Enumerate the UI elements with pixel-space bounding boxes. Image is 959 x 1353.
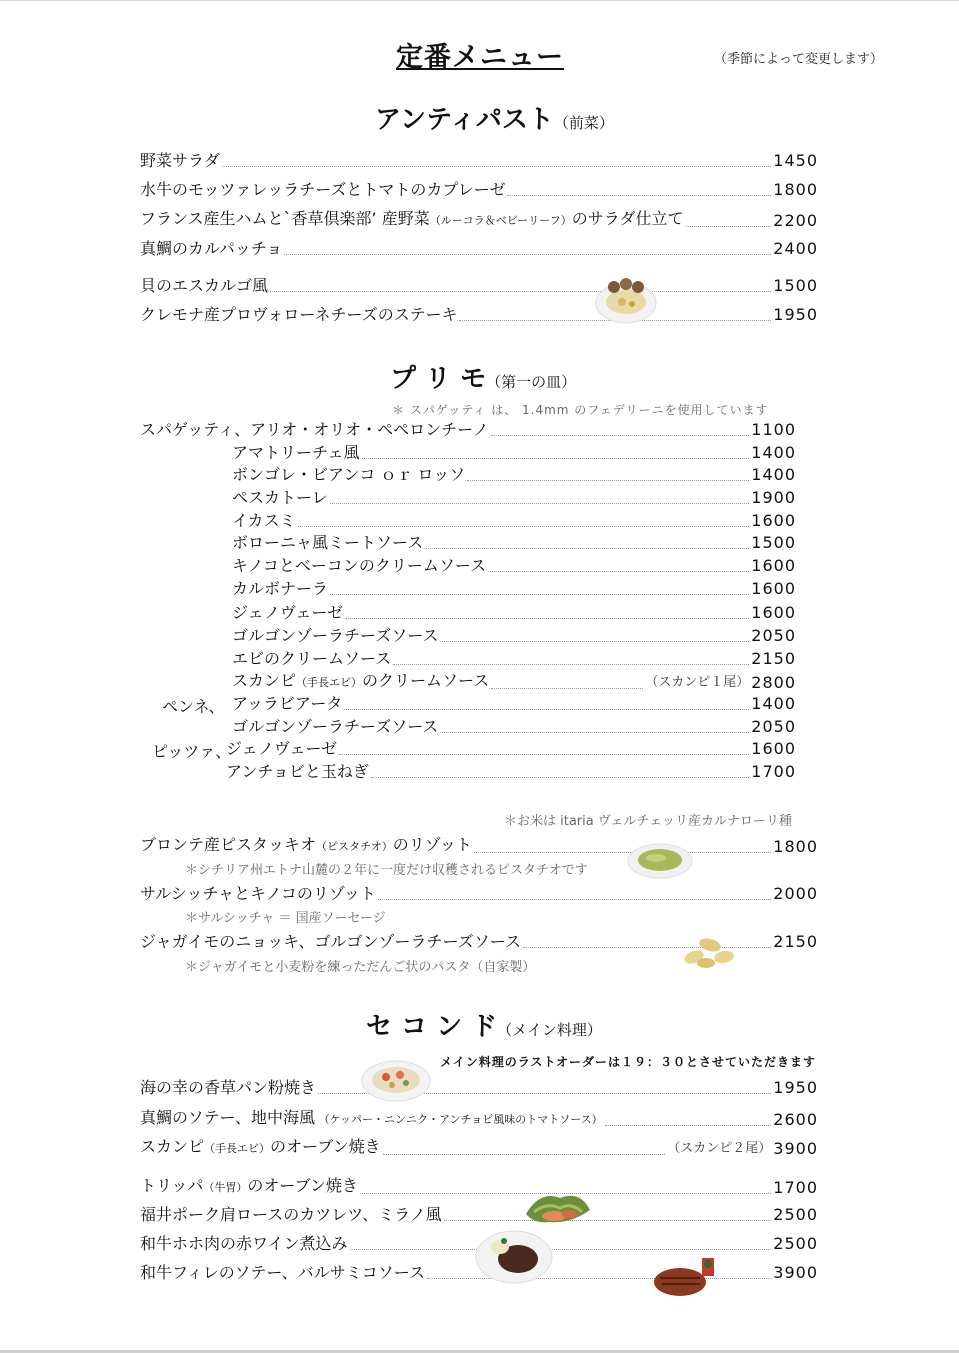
leader-dots (270, 291, 771, 292)
spaghetti-note: ＊ スパゲッティ は、 1.4mm のフェデリーニを使用しています (392, 403, 769, 417)
antipasti-title: アンティパスト (375, 105, 554, 135)
item-price: 1950 (773, 305, 818, 324)
menu-item (140, 1176, 818, 1198)
menu-item (232, 443, 796, 463)
item-name: キノコとベーコンのクリームソース (232, 556, 487, 575)
menu-item (232, 717, 796, 737)
item-price: 3900 (773, 1263, 818, 1282)
item-name: カルボナーラ (232, 579, 329, 598)
item-name: 和牛ホホ肉の赤ワイン煮込み (140, 1234, 348, 1253)
item-name (140, 1176, 358, 1198)
item-name: 海の幸の香草パン粉焼き (140, 1078, 317, 1097)
item-price: 2000 (773, 884, 818, 903)
item-name (140, 209, 684, 231)
leader-dots (605, 1125, 772, 1126)
secondi-heading (366, 1006, 602, 1043)
menu-item (226, 739, 796, 759)
menu-item (232, 626, 796, 646)
item-name: ゴルゴンゾーラチーズソース (232, 626, 439, 645)
item-name-detail: （手長エビ） (296, 676, 363, 689)
item-price: 1450 (773, 151, 818, 170)
menu-item (140, 209, 818, 231)
item-name-main: ブロンテ産ピスタッキオ (140, 835, 317, 854)
item-name-detail: （ルーコラ＆ベビーリーフ） (429, 214, 572, 227)
item-price: 1950 (773, 1078, 818, 1097)
menu-item (140, 1108, 818, 1130)
item-name-main: スカンピ (140, 1137, 205, 1156)
item-price: 1800 (773, 180, 818, 199)
leader-dots (383, 1154, 666, 1155)
item-name (140, 1137, 381, 1159)
menu-item (232, 511, 796, 531)
item-name: ゴルゴンゾーラチーズソース (232, 717, 439, 736)
item-name-main: スカンピ (232, 671, 297, 690)
menu-item (226, 762, 796, 782)
item-price: 2600 (773, 1110, 818, 1129)
menu-item (140, 420, 796, 440)
leader-dots (425, 548, 749, 549)
menu-item (140, 1205, 818, 1225)
item-name: スパゲッティ、アリオ・オリオ・ペペロンチーノ (140, 420, 489, 439)
leader-dots (474, 852, 771, 853)
leader-dots (491, 435, 749, 436)
item-quantity-note: （スカンピ２尾） (667, 1141, 772, 1156)
menu-item (140, 151, 818, 171)
item-name-rest: のクリームソース (362, 671, 490, 690)
item-price: 2150 (773, 932, 818, 951)
primi-title: プ リ モ (390, 364, 487, 394)
gnocchi-photo (680, 929, 738, 973)
menu-item (140, 1078, 818, 1098)
item-name: ジャガイモのニョッキ、ゴルゴンゾーラチーズソース (140, 932, 521, 951)
item-price: 3900 (773, 1139, 818, 1158)
item-price: 2200 (773, 211, 818, 230)
leader-dots (339, 754, 749, 755)
leader-dots (467, 480, 749, 481)
penne-prefix: ペンネ、 (162, 697, 225, 716)
menu-item (232, 488, 796, 508)
menu-item (232, 649, 796, 669)
item-price: 1400 (751, 443, 796, 462)
leader-dots (222, 166, 771, 167)
menu-item (140, 835, 818, 857)
antipasti-subtitle: （前菜） (553, 114, 614, 132)
secondi-subtitle: （メイン料理） (497, 1021, 602, 1039)
steak-photo (650, 1254, 720, 1300)
leader-dots (440, 641, 749, 642)
item-price: 1400 (751, 694, 796, 713)
menu-item (140, 180, 818, 200)
seafood-gratin-photo (360, 1055, 432, 1103)
menu-item (232, 671, 796, 693)
menu-item (232, 694, 796, 714)
item-quantity-note: （スカンピ１尾） (645, 675, 750, 690)
item-name-main: 真鯛のソテー、地中海風 (140, 1108, 316, 1127)
item-price: 1100 (751, 420, 796, 439)
item-price: 2400 (773, 239, 818, 258)
leader-dots (330, 594, 749, 595)
item-name: ボンゴレ・ビアンコ ｏｒ ロッソ (232, 465, 466, 484)
item-name-detail: （ケッパー・ニンニク・アンチョビ風味のトマトソース） (315, 1113, 603, 1126)
rice-note: ＊お米は itaria ヴェルチェッリ産カルナローリ種 (504, 814, 792, 829)
pizza-prefix: ピッツァ、 (152, 742, 232, 761)
item-name-main: トリッパ (140, 1176, 204, 1195)
antipasti-heading (375, 99, 614, 136)
item-price: 1400 (751, 465, 796, 484)
leader-dots (298, 526, 750, 527)
item-price: 1600 (751, 579, 796, 598)
menu-item (140, 1137, 818, 1159)
salad-plate-photo (520, 1184, 594, 1228)
item-description: ＊ジャガイモと小麦粉を練っただんご状のパスタ（自家製） (185, 960, 536, 975)
primi-subtitle: （第一の皿） (486, 373, 577, 391)
menu-item (140, 305, 818, 325)
leader-dots (686, 226, 772, 227)
item-price: 1900 (751, 488, 796, 507)
item-name: ジェノヴェーゼ (232, 603, 344, 622)
item-price: 2050 (751, 626, 796, 645)
item-name-detail: （牛胃） (203, 1181, 248, 1194)
item-name: 野菜サラダ (140, 151, 220, 170)
menu-item (232, 556, 796, 576)
menu-item (232, 533, 796, 553)
item-name-detail: （手長エビ） (204, 1142, 271, 1155)
item-name: ジェノヴェーゼ (226, 739, 338, 758)
item-price: 1700 (751, 762, 796, 781)
item-price: 1700 (773, 1178, 818, 1197)
leader-dots (378, 899, 771, 900)
item-price: 2500 (773, 1205, 818, 1224)
leader-dots (345, 618, 749, 619)
item-description: ＊サルシッチャ ＝ 国産ソーセージ (185, 911, 386, 926)
secondi-title: セ コ ン ド (366, 1012, 498, 1042)
item-name: 真鯛のカルパッチョ (140, 239, 283, 258)
season-note: （季節によって変更します） (714, 52, 884, 67)
menu-item (232, 465, 796, 485)
item-name-detail: （ピスタチオ） (316, 840, 393, 853)
leader-dots (284, 254, 771, 255)
item-name (232, 671, 489, 693)
item-name-main: フランス産生ハムと`香草倶楽部’ 産野菜 (140, 209, 430, 228)
item-price: 2500 (773, 1234, 818, 1253)
item-name: アッラビアータ (232, 694, 343, 713)
leader-dots (362, 458, 750, 459)
leader-dots (440, 732, 749, 733)
item-name-rest: のリゾット (392, 835, 472, 854)
last-order-note: メイン料理のラストオーダーは１９：３０とさせていただきます (440, 1055, 817, 1069)
leader-dots (344, 709, 749, 710)
leader-dots (330, 503, 750, 504)
item-name: 福井ポーク肩ロースのカツレツ、ミラノ風 (140, 1205, 442, 1224)
item-price: 1500 (773, 276, 818, 295)
item-name: エビのクリームソース (232, 649, 392, 668)
leader-dots (444, 1220, 772, 1221)
item-price: 1800 (773, 837, 818, 856)
item-name: 和牛フィレのソテー、バルサミコソース (140, 1263, 425, 1282)
item-price: 1600 (751, 739, 796, 758)
item-price: 1600 (751, 511, 796, 530)
leader-dots (507, 195, 771, 196)
item-price: 2150 (751, 649, 796, 668)
leader-dots (393, 664, 749, 665)
leader-dots (350, 1249, 772, 1250)
risotto-photo (626, 841, 694, 881)
leader-dots (371, 777, 749, 778)
item-name: イカスミ (232, 511, 296, 530)
item-description: ＊シチリア州エトナ山麓の２年に一度だけ収穫されるピスタチオです (185, 863, 588, 878)
item-name: 貝のエスカルゴ風 (140, 276, 269, 295)
item-name-rest: のオーブン焼き (270, 1137, 381, 1156)
item-name: アマトリーチェ風 (232, 443, 360, 462)
menu-item (232, 579, 796, 599)
item-name: ペスカトーレ (232, 488, 328, 507)
item-name: サルシッチャとキノコのリゾット (140, 884, 376, 903)
item-name-rest: のサラダ仕立て (571, 209, 684, 228)
leader-dots (491, 688, 643, 689)
item-price: 2050 (751, 717, 796, 736)
item-name (140, 1108, 603, 1130)
item-name-rest: のオーブン焼き (247, 1176, 358, 1195)
item-price: 1600 (751, 603, 796, 622)
item-name: 水牛のモッツァレッラチーズとトマトのカプレーゼ (140, 180, 506, 199)
leader-dots (488, 571, 749, 572)
menu-item (140, 239, 818, 259)
menu-item (140, 276, 818, 296)
item-price: 2800 (751, 673, 796, 692)
item-price: 1500 (751, 533, 796, 552)
primi-heading (390, 358, 576, 395)
item-name: ボローニャ風ミートソース (232, 533, 424, 552)
item-name (140, 835, 472, 857)
page-title: 定番メニュー (396, 42, 564, 73)
menu-item (140, 884, 818, 904)
item-name: アンチョビと玉ねぎ (226, 762, 369, 781)
item-name: クレモナ産プロヴォローネチーズのステーキ (140, 305, 458, 324)
escargot-photo (594, 273, 658, 327)
menu-item (232, 603, 796, 623)
item-price: 1600 (751, 556, 796, 575)
braised-beef-photo (474, 1227, 554, 1285)
